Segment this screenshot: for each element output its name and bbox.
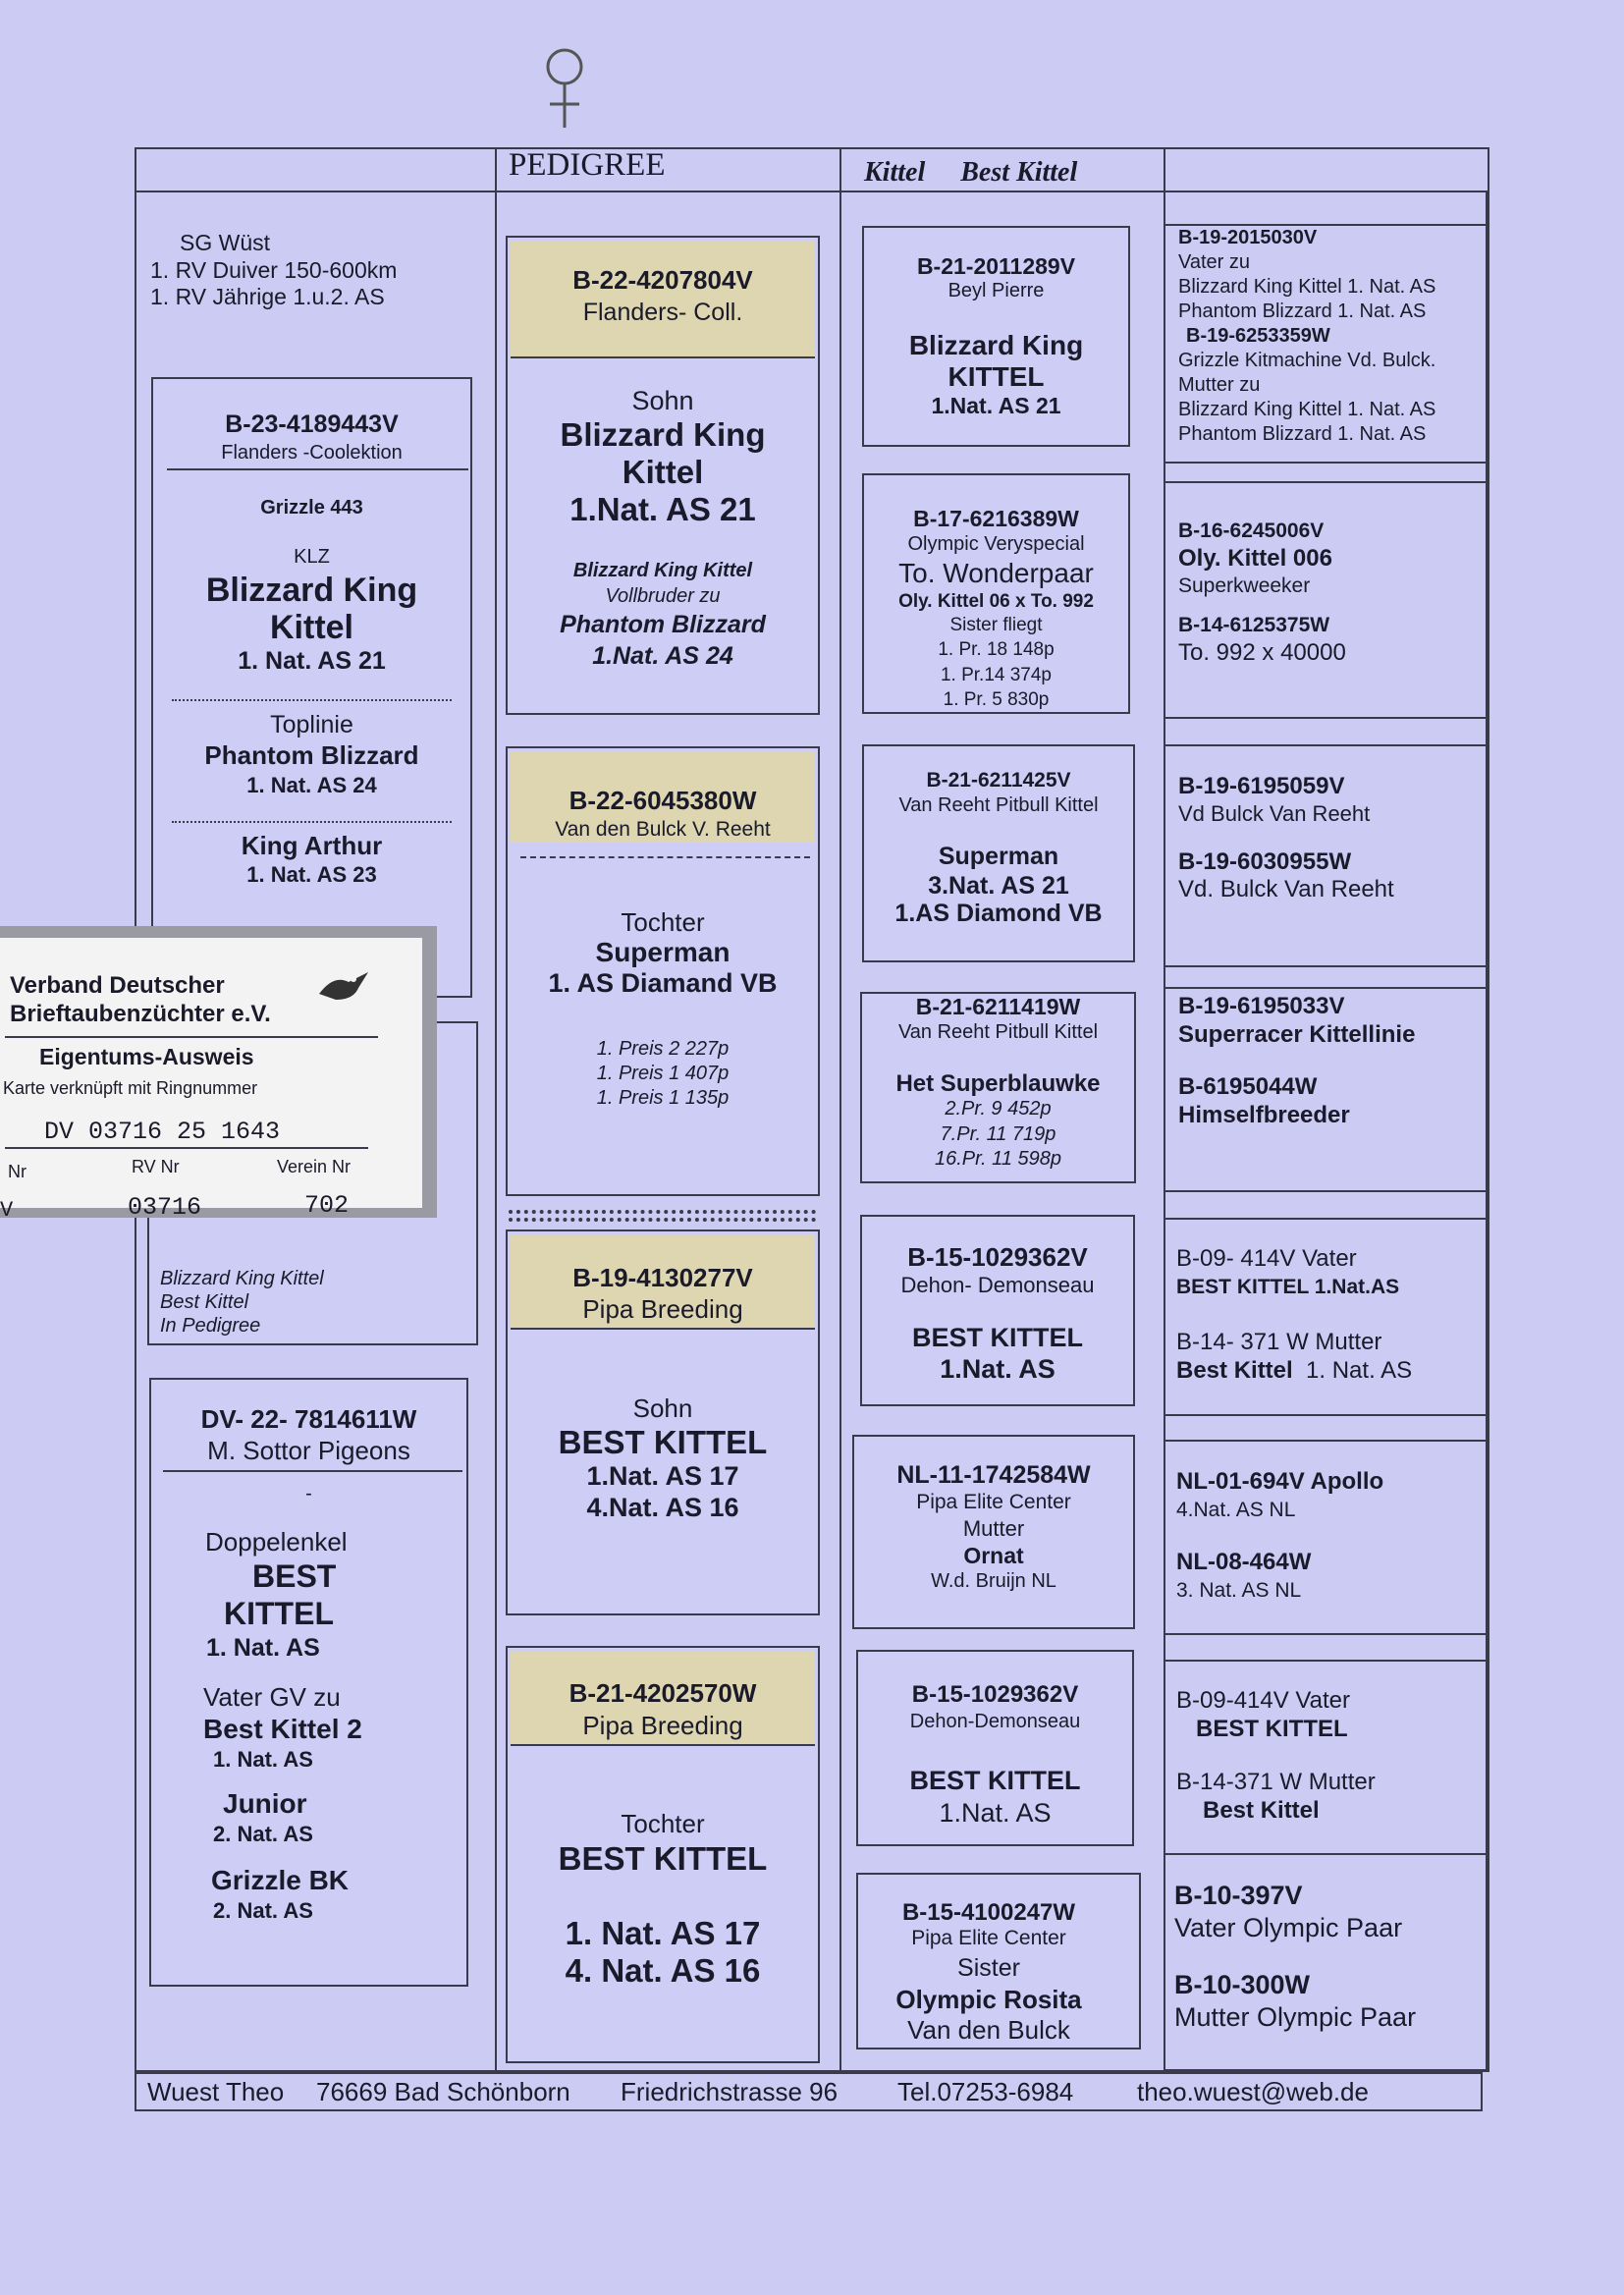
card-val-nr: V	[0, 1198, 14, 1223]
gp-1-ring: B-21-2011289V	[916, 253, 1076, 279]
pigeon-rule	[167, 468, 468, 470]
parent-4-rel: Tochter	[621, 1809, 705, 1838]
ggp-7-desc-2: Best Kittel	[1203, 1797, 1320, 1824]
col4-sep-6	[1164, 1190, 1488, 1192]
ggp-2-desc-2: To. 992 x 40000	[1178, 639, 1346, 666]
ggp-1-mutter: Mutter zu	[1178, 374, 1261, 396]
ggp-4-ring: B-19-6195033V	[1178, 993, 1345, 1019]
parent-1-name-2: Kittel	[622, 454, 704, 490]
card-line-2: Brieftaubenzüchter e.V.	[10, 1000, 271, 1027]
parent-4-nat-1: 1. Nat. AS 17	[565, 1915, 761, 1951]
parent-2-breeder: Van den Bulck V. Reeht	[555, 818, 771, 841]
header-name-right: Best Kittel	[960, 157, 1078, 188]
pigeon-ring: B-23-4189443V	[225, 410, 399, 438]
parent-2-rule	[520, 856, 810, 858]
card-rule-2	[5, 1147, 368, 1149]
parent-3-rule	[511, 1328, 815, 1330]
footer-address: 76669 Bad Schönborn	[316, 2077, 570, 2106]
dotted-separator	[509, 1210, 816, 1214]
ggp-8-ring: B-10-397V	[1174, 1881, 1303, 1910]
col-divider-1	[495, 147, 497, 2072]
gp-1-breeder: Beyl Pierre	[947, 280, 1045, 301]
dam-junior-nat: 2. Nat. AS	[213, 1822, 313, 1846]
ggp-5-ring-2: B-14- 371 W Mutter	[1176, 1329, 1382, 1355]
dam-rule	[163, 1470, 462, 1472]
parent-1-note-3: Phantom Blizzard	[560, 611, 766, 638]
gp-5-name: BEST KITTEL	[912, 1323, 1083, 1352]
pigeon-topline-nat: 1. Nat. AS 24	[246, 773, 377, 797]
gp-2-name: To. Wonderpaar	[898, 558, 1094, 588]
gp-8-breeder-2: Van den Bulck	[907, 2015, 1070, 2045]
gp-7-nat: 1.Nat. AS	[939, 1798, 1052, 1828]
gp-7-breeder: Dehon-Demonseau	[909, 1711, 1081, 1732]
col4-sep-12	[1164, 1853, 1488, 1855]
parent-4-name: BEST KITTEL	[558, 1840, 768, 1877]
ggp-6-ring-2: NL-08-464W	[1176, 1549, 1312, 1575]
pigeon-klz: KLZ	[294, 546, 330, 568]
parent-4-rule	[511, 1744, 815, 1746]
parent-3-ring: B-19-4130277V	[572, 1263, 753, 1292]
ggp-row-8	[1174, 1880, 1416, 2034]
ggp-1-line-1: Blizzard King Kittel 1. Nat. AS	[1178, 276, 1436, 298]
gp-2-ring: B-17-6216389W	[913, 506, 1079, 531]
header-line	[135, 191, 1489, 192]
gp-4-ring: B-21-6211419W	[915, 994, 1081, 1019]
pigeon-breeder: Flanders -Coolektion	[221, 442, 403, 464]
gp-4-breeder: Van Reeht Pitbull Kittel	[897, 1021, 1099, 1043]
pigeon-dotted-1	[172, 699, 452, 701]
pigeon-king-nat: 1. Nat. AS 23	[246, 862, 377, 887]
footer-street: Friedrichstrasse 96	[621, 2077, 839, 2106]
parent-4-nat-2: 4. Nat. AS 16	[565, 1952, 761, 1989]
col4-sep-1b	[1164, 481, 1488, 483]
parent-1-note-1: Blizzard King Kittel	[572, 560, 753, 581]
col4-sep-2	[1164, 717, 1488, 719]
intro-line-1: SG Wüst	[180, 230, 271, 255]
gp-6-name: Ornat	[963, 1543, 1024, 1568]
dam-vater-gv: Vater GV zu	[203, 1682, 341, 1712]
col4-sep-10	[1164, 1633, 1488, 1635]
gp-2-prize-1: 1. Pr. 18 148p	[938, 639, 1055, 660]
dam-junior: Junior	[223, 1788, 307, 1819]
gp-2-cross: Oly. Kittel 06 x To. 992	[898, 591, 1094, 612]
note-line-1: Blizzard King Kittel	[160, 1268, 324, 1289]
col4-sep-13	[1164, 2069, 1488, 2071]
ggp-5-name: Best Kittel	[1176, 1357, 1293, 1384]
card-col-verein: Verein Nr	[277, 1157, 352, 1176]
note-text	[160, 1267, 324, 1338]
ggp-6-desc: 4.Nat. AS NL	[1176, 1499, 1296, 1521]
dam-nat: 1. Nat. AS	[206, 1634, 320, 1662]
pigeon-name-2: Kittel	[270, 609, 353, 646]
ggp-row-7	[1176, 1686, 1376, 1825]
card-title: Eigentums-Ausweis	[39, 1044, 254, 1069]
dam-kittel: KITTEL	[224, 1596, 334, 1631]
col4-sep-9	[1164, 1440, 1488, 1442]
ggp-5-desc: BEST KITTEL 1.Nat.AS	[1176, 1276, 1400, 1298]
card-ring: DV 03716 25 1643	[44, 1118, 281, 1146]
gp-5-breeder: Dehon- Demonseau	[900, 1273, 1095, 1297]
ggp-6-ring: NL-01-694V Apollo	[1176, 1468, 1384, 1495]
ggp-2-desc: Superkweeker	[1178, 574, 1311, 597]
gp-3-name: Superman	[938, 843, 1059, 870]
gp-6-breeder: Pipa Elite Center	[916, 1491, 1071, 1513]
pigeon-name-1: Blizzard King	[205, 572, 418, 609]
ggp-3-ring: B-19-6195059V	[1178, 773, 1345, 799]
card-val-rv: 03716	[128, 1193, 202, 1222]
pigeon-topline-name: Phantom Blizzard	[204, 740, 419, 770]
gp-4-prize-2: 7.Pr. 11 719p	[940, 1123, 1056, 1145]
dotted-separator-2	[509, 1218, 816, 1222]
dove-logo-icon	[314, 964, 373, 1009]
page-title: PEDIGREE	[509, 147, 666, 183]
pigeon-king: King Arthur	[241, 831, 383, 860]
parent-4-ring: B-21-4202570W	[568, 1678, 757, 1708]
ggp-8-ring-2: B-10-300W	[1174, 1970, 1311, 1999]
female-symbol-icon	[540, 39, 589, 133]
intro-text	[150, 230, 397, 311]
parent-2-rel: Tochter	[621, 907, 705, 937]
col4-sep-3	[1164, 744, 1488, 746]
parent-1-rule	[511, 356, 815, 358]
gp-4-name: Het Superblauwke	[895, 1070, 1101, 1097]
col4-sep-11	[1164, 1660, 1488, 1662]
parent-1-note-4: 1.Nat. AS 24	[592, 642, 733, 670]
ggp-row-1	[1178, 226, 1435, 447]
ggp-3-desc: Vd Bulck Van Reeht	[1178, 801, 1371, 826]
parent-4-breeder: Pipa Breeding	[582, 1711, 743, 1740]
pigeon-topline: Toplinie	[270, 711, 353, 738]
ggp-2-name: Oly. Kittel 006	[1178, 545, 1332, 572]
ggp-3-ring-2: B-19-6030955W	[1178, 848, 1352, 875]
dam-best-kittel-2: Best Kittel 2	[203, 1714, 362, 1744]
col-divider-2	[839, 147, 841, 2072]
gp-1-name-2: KITTEL	[947, 361, 1045, 392]
parent-2-prize-2: 1. Preis 1 407p	[596, 1063, 730, 1084]
col4-sep-8	[1164, 1414, 1488, 1416]
gp-1-name-1: Blizzard King	[908, 330, 1084, 360]
gp-6-origin: W.d. Bruijn NL	[931, 1570, 1056, 1592]
gp-3-ring: B-21-6211425V	[926, 769, 1071, 792]
ggp-4-desc: Superracer Kittellinie	[1178, 1021, 1416, 1048]
gp-4-prize-3: 16.Pr. 11 598p	[935, 1148, 1061, 1170]
ggp-2-ring-2: B-14-6125375W	[1178, 614, 1330, 636]
ggp-5-desc-2	[1176, 1356, 1412, 1385]
parent-2-name: Superman	[595, 937, 731, 967]
gp-8-breeder: Pipa Elite Center	[911, 1927, 1066, 1949]
gp-4-prize-1: 2.Pr. 9 452p	[945, 1098, 1052, 1120]
card-subtitle: Karte verknüpft mit Ringnummer	[3, 1078, 258, 1098]
card-col-rv: RV Nr	[132, 1157, 180, 1176]
card-association	[10, 972, 271, 1029]
parent-3-rel: Sohn	[632, 1393, 693, 1423]
gp-5-nat: 1.Nat. AS	[940, 1354, 1056, 1384]
pigeon-color: Grizzle 443	[260, 497, 363, 519]
gp-2-prize-2: 1. Pr.14 374p	[940, 665, 1053, 685]
ggp-1-vater: Vater zu	[1178, 251, 1250, 273]
col4-right-border	[1486, 191, 1488, 2072]
parent-3-nat-1: 1.Nat. AS 17	[586, 1461, 739, 1491]
note-line-3: In Pedigree	[160, 1315, 261, 1337]
parent-2-ring: B-22-6045380W	[568, 786, 757, 815]
dam-text	[149, 1526, 468, 1925]
gp-2-prize-3: 1. Pr. 5 830p	[943, 689, 1050, 710]
gp-2-breeder: Olympic Veryspecial	[907, 533, 1085, 555]
gp-3-nat: 3.Nat. AS 21	[928, 872, 1069, 900]
pigeon-dotted-2	[172, 821, 452, 823]
ggp-4-ring-2: B-6195044W	[1178, 1073, 1318, 1100]
header-name-left: Kittel	[864, 157, 926, 188]
dam-grizzle-nat: 2. Nat. AS	[213, 1898, 313, 1923]
ggp-8-desc: Vater Olympic Paar	[1174, 1913, 1403, 1942]
ggp-1-line-2: Phantom Blizzard 1. Nat. AS	[1178, 301, 1427, 322]
ggp-1-line-5: Phantom Blizzard 1. Nat. AS	[1178, 423, 1427, 445]
gp-5-ring: B-15-1029362V	[907, 1242, 1088, 1272]
parent-3-breeder: Pipa Breeding	[582, 1294, 743, 1324]
ggp-7-ring: B-09-414V Vater	[1176, 1687, 1350, 1714]
ggp-7-ring-2: B-14-371 W Mutter	[1176, 1769, 1376, 1795]
gp-8-ring: B-15-4100247W	[901, 1899, 1076, 1926]
col4-sep-5	[1164, 987, 1488, 989]
footer-tel: Tel.07253-6984	[897, 2077, 1074, 2106]
dam-breeder: M. Sottor Pigeons	[207, 1436, 410, 1465]
gp-2-sister: Sister fliegt	[949, 615, 1043, 635]
gp-8-name: Olympic Rosita	[895, 1985, 1082, 2014]
ggp-row-4	[1178, 992, 1415, 1129]
card-col-nr: Nr	[8, 1162, 27, 1181]
dam-ring: DV- 22- 7814611W	[200, 1404, 417, 1434]
ggp-4-desc-2: Himselfbreeder	[1178, 1102, 1350, 1128]
intro-line-3: 1. RV Jährige 1.u.2. AS	[150, 284, 385, 310]
parent-1-rel: Sohn	[631, 386, 694, 415]
gp-6-ring: NL-11-1742584W	[896, 1461, 1091, 1489]
ggp-row-6	[1176, 1467, 1383, 1605]
ggp-8-desc-2: Mutter Olympic Paar	[1174, 2002, 1417, 2032]
parent-2-prize-3: 1. Preis 1 135p	[596, 1087, 730, 1109]
gp-7-ring: B-15-1029362V	[911, 1681, 1079, 1708]
note-line-2: Best Kittel	[160, 1291, 249, 1313]
parent-2-nat: 1. AS Diamand VB	[548, 968, 778, 998]
card-line-1: Verband Deutscher	[10, 972, 225, 999]
ggp-row-5	[1176, 1244, 1412, 1385]
intro-line-2: 1. RV Duiver 150-600km	[150, 256, 398, 283]
dam-doppel: Doppelenkel	[205, 1527, 348, 1557]
parent-1-breeder: Flanders- Coll.	[582, 299, 743, 326]
ggp-6-desc-2: 3. Nat. AS NL	[1176, 1579, 1302, 1602]
footer-name: Wuest Theo	[147, 2077, 285, 2106]
ggp-5-nat: 1. Nat. AS	[1306, 1357, 1413, 1384]
parent-2-prize-1: 1. Preis 2 227p	[596, 1038, 730, 1060]
col4-sep-7	[1164, 1218, 1488, 1220]
dam-best-kittel-2-nat: 1. Nat. AS	[213, 1747, 313, 1772]
parent-1-ring: B-22-4207804V	[572, 265, 753, 295]
col4-sep-4	[1164, 965, 1488, 967]
dam-dash: -	[305, 1483, 312, 1504]
col4-sep-1	[1164, 462, 1488, 464]
ggp-3-desc-2: Vd. Bulck Van Reeht	[1178, 876, 1394, 902]
gp-7-name: BEST KITTEL	[909, 1766, 1081, 1795]
dam-grizzle: Grizzle BK	[211, 1865, 350, 1895]
ggp-1-ring: B-19-2015030V	[1178, 227, 1318, 248]
gp-8-sister: Sister	[957, 1954, 1020, 1982]
parent-1-note-2: Vollbruder zu	[605, 585, 721, 607]
parent-1-nat: 1.Nat. AS 21	[569, 491, 756, 527]
gp-3-diamond: 1.AS Diamond VB	[894, 900, 1103, 927]
ggp-2-ring: B-16-6245006V	[1178, 519, 1325, 542]
gp-6-mutter: Mutter	[962, 1516, 1025, 1541]
ggp-5-ring: B-09- 414V Vater	[1176, 1245, 1357, 1272]
ggp-row-2	[1178, 518, 1346, 667]
parent-3-nat-2: 4.Nat. AS 16	[586, 1493, 739, 1522]
card-rule-1	[5, 1036, 378, 1038]
gp-1-nat: 1.Nat. AS 21	[931, 393, 1061, 418]
gp-3-breeder: Van Reeht Pitbull Kittel	[898, 794, 1099, 816]
ggp-7-desc: BEST KITTEL	[1196, 1716, 1348, 1742]
parent-1-name-1: Blizzard King	[560, 416, 766, 453]
ggp-1-line-4: Blizzard King Kittel 1. Nat. AS	[1178, 399, 1436, 420]
dam-best: BEST	[252, 1558, 337, 1594]
header-names	[864, 157, 1077, 189]
ggp-1-ring-2: B-19-6253359W	[1186, 325, 1330, 347]
card-val-verein: 702	[304, 1191, 350, 1220]
ggp-row-3	[1178, 773, 1394, 903]
col-divider-3	[1164, 147, 1165, 2072]
footer-email: theo.wuest@web.de	[1137, 2077, 1369, 2106]
pigeon-nat: 1. Nat. AS 21	[238, 647, 386, 675]
ggp-1-line-3: Grizzle Kitmachine Vd. Bulck.	[1178, 350, 1436, 371]
parent-3-name: BEST KITTEL	[558, 1424, 768, 1460]
